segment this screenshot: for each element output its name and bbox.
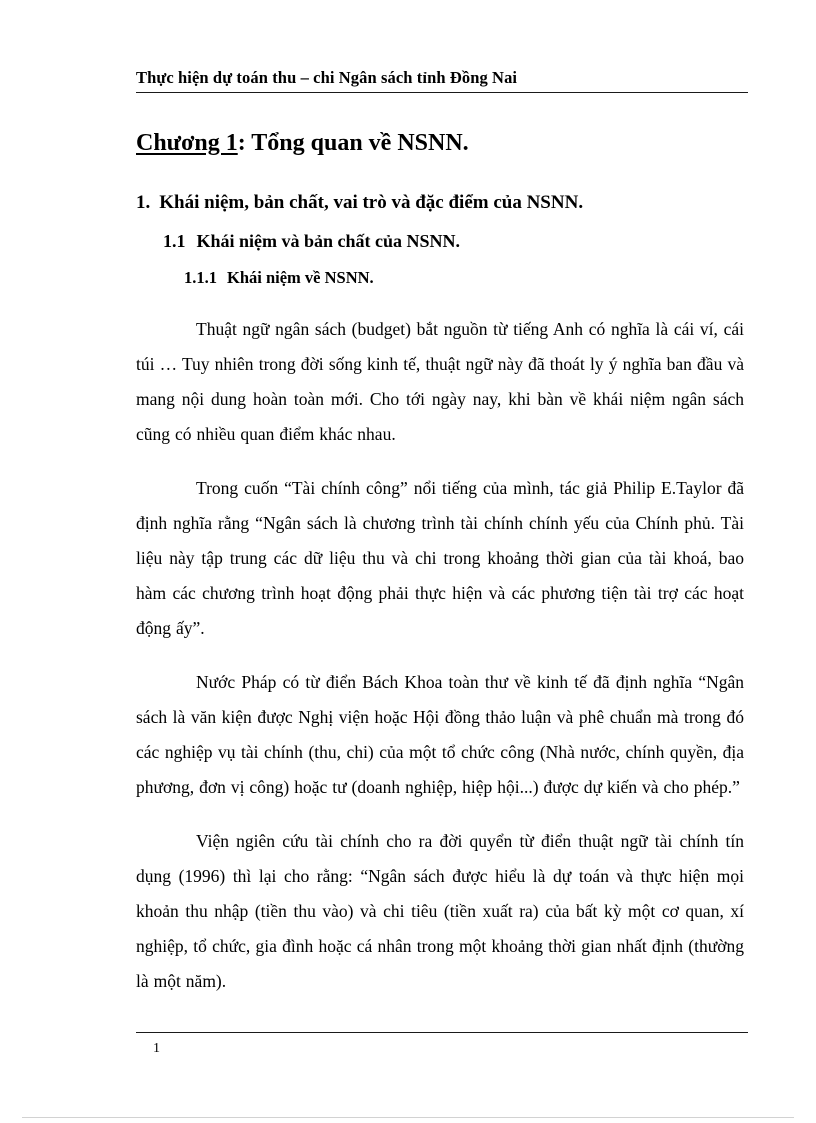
header-divider (136, 92, 748, 93)
section-heading-1-1-1-number: 1.1.1 (184, 268, 217, 287)
section-heading-1-number: 1. (136, 192, 151, 213)
body-paragraph: Nước Pháp có từ điển Bách Khoa toàn thư về kinh tế đã định nghĩa “Ngân sách là văn kiện được Nghị viện hoặc Hội đồng thảo luận và phê chuẩn mà trong đó các nghiệp vụ tài chính (thu, chi) của một tổ chức công (Nhà nước, chính quyền, địa phương, đơn vị công) hoặc tư (doanh nghiệp, hiệp hội...) được dự kiến và cho phép.” (136, 672, 744, 797)
section-heading-1-1-number: 1.1 (163, 231, 186, 251)
chapter-title: Tổng quan về NSNN. (251, 130, 469, 156)
page-edge-divider (22, 1117, 794, 1118)
running-header (136, 68, 748, 93)
page-number: 1 (153, 1041, 160, 1056)
section-heading-1 (136, 192, 583, 214)
page-footer (136, 1032, 748, 1056)
section-heading-1-1-1 (184, 268, 374, 288)
chapter-label: Chương 1 (136, 130, 238, 156)
section-heading-1-1-1-text: Khái niệm về NSNN. (227, 268, 374, 287)
body-paragraph: Trong cuốn “Tài chính công” nổi tiếng của mình, tác giả Philip E.Taylor đã định nghĩa rằng “Ngân sách là chương trình tài chính chính yếu của Chính phủ. Tài liệu này tập trung các dữ liệu thu và chi trong khoảng thời gian của tài khoá, bao hàm các chương trình hoạt động phải thực hiện và các phương tiện tài trợ các hoạt động ấy”. (136, 478, 744, 638)
body-paragraph: Viện ngiên cứu tài chính cho ra đời quyển từ điển thuật ngữ tài chính tín dụng (1996) thì lại cho rằng: “Ngân sách được hiểu là dự toán và thực hiện mọi khoản thu nhập (tiền thu vào) và chi tiêu (tiền xuất ra) của bất kỳ một cơ quan, xí nghiệp, tổ chức, gia đình hoặc cá nhân trong một khoảng thời gian nhất định (thường là một năm). (136, 831, 744, 991)
chapter-heading (136, 128, 469, 159)
running-header-title: Thực hiện dự toán thu – chi Ngân sách tỉnh Đồng Nai (136, 68, 518, 87)
section-heading-1-text: Khái niệm, bản chất, vai trò và đặc điểm của NSNN. (159, 192, 584, 213)
section-heading-1-1-text: Khái niệm và bản chất của NSNN. (196, 231, 461, 251)
body-paragraph: Thuật ngữ ngân sách (budget) bắt nguồn từ tiếng Anh có nghĩa là cái ví, cái túi … Tuy nhiên trong đời sống kinh tế, thuật ngữ này đã thoát ly ý nghĩa ban đầu và mang nội dung hoàn toàn mới. Cho tới ngày nay, khi bàn về khái niệm ngân sách cũng có nhiều quan điểm khác nhau. (136, 319, 744, 444)
section-heading-1-1 (163, 231, 460, 252)
chapter-separator: : (237, 130, 252, 156)
body-text-area (136, 312, 744, 999)
